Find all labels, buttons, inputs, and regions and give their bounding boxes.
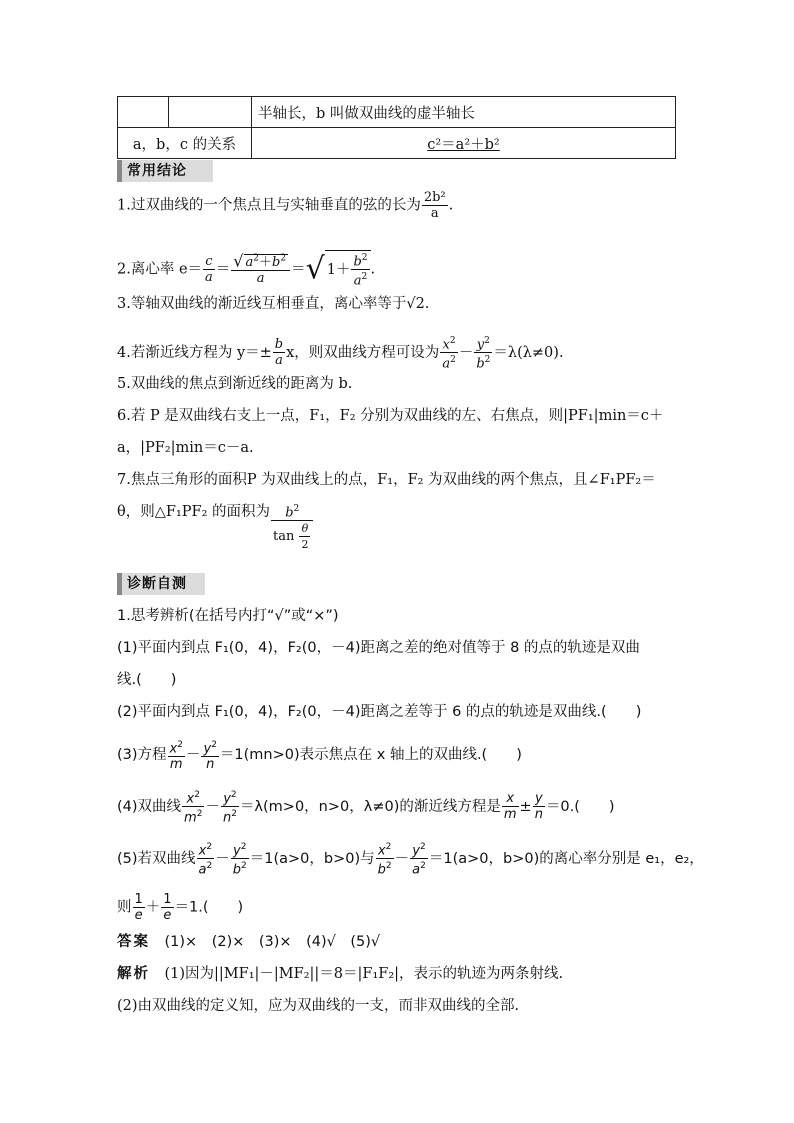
- table-row: [118, 128, 676, 159]
- conclusion-2-text: 2.离心率 e＝: [117, 261, 203, 278]
- analysis-text-1: (1)因为||MF₁|－|MF₂||＝8＝|F₁F₂|，表示的轨迹为两条射线.: [164, 966, 564, 982]
- analysis-line-2: (2)由双曲线的定义知，应为双曲线的一支，而非双曲线的全部.: [117, 998, 520, 1014]
- question-1-line-2: 线.( ): [117, 672, 177, 688]
- question-5-line2-pre: 则: [117, 899, 132, 916]
- question-5-line2-post: ＝1.( ): [174, 899, 244, 916]
- table-cell-relation-value: c²＝a²＋b²: [252, 128, 676, 159]
- analysis-label: 解析: [117, 966, 150, 982]
- table-row: [118, 97, 676, 128]
- analysis-line-1: [117, 964, 563, 984]
- fraction: $\frac{√ a^2+b^2}{a}$: [231, 252, 290, 286]
- question-2: (2)平面内到点 F₁(0，4)，F₂(0，－4)距离之差等于 6 的点的轨迹是双曲线.( ): [117, 704, 642, 720]
- question-4-pre: (4)双曲线: [117, 798, 182, 815]
- table-cell-relation-label: a，b，c 的关系: [118, 128, 252, 159]
- conclusion-2: 2.离心率 e＝ $\frac{c}{a}$ ＝ $\frac{√ a^2+b^2}{a}$ ＝√ 1＋ $\frac{b^2}{a^2}$ .: [117, 251, 376, 289]
- fraction-numerator: 2b²: [423, 190, 446, 205]
- question-5-mid1: ＝1(a>0，b>0)与: [249, 850, 375, 867]
- table-cell-empty: [169, 97, 252, 128]
- conclusion-4-end: ＝λ(λ≠0).: [493, 344, 564, 361]
- conclusion-6-line-1: 6.若 P 是双曲线右支上一点，F₁，F₂ 分别为双曲线的左、右焦点，则|PF₁|min＝c＋: [117, 408, 664, 424]
- question-5-line-1: (5)若双曲线 $\frac{x^2}{a^2}$ － $\frac{y^2}{b^2}$ ＝1(a>0，b>0)与 $\frac{x^2}{b^2}$ － $\frac{y^2}{a^2}$ ＝1(a>0，b>0)的离心率分别是 e₁，e₂，: [117, 842, 704, 878]
- conclusion-4-text: 4.若渐近线方程为 y＝±: [117, 344, 272, 361]
- conclusion-4-mid: x，则双曲线方程可设为: [286, 344, 440, 361]
- question-1-line-1: (1)平面内到点 F₁(0，4)，F₂(0，－4)距离之差的绝对值等于 8 的点的轨迹是双曲: [117, 640, 640, 656]
- conclusion-1-text: 1.过双曲线的一个焦点且与实轴垂直的弦的长为: [117, 197, 421, 214]
- conclusion-5: 5.双曲线的焦点到渐近线的距离为 b.: [117, 376, 353, 392]
- table-cell-semi-axis: 半轴长，b 叫做双曲线的虚半轴长: [252, 97, 676, 128]
- section-header-diagnosis: 诊断自测: [117, 573, 205, 595]
- question-3-post: ＝1(mn>0)表示焦点在 x 轴上的双曲线.( ): [219, 747, 522, 764]
- table-cell-empty: [118, 97, 169, 128]
- answer-values: (1)× (2)× (3)× (4)√ (5)√: [164, 934, 381, 950]
- question-3: (3)方程 $\frac{x^2}{m}$ － $\frac{y^2}{n}$ ＝1(mn>0)表示焦点在 x 轴上的双曲线.( ): [117, 740, 522, 773]
- conclusion-6-line-2: a，|PF₂|min＝c－a.: [117, 440, 254, 456]
- fraction-denominator: a: [430, 206, 439, 221]
- fraction: $b^2$ tan $\frac{\theta}{2}$: [271, 502, 313, 552]
- question-4-post: ＝0.( ): [545, 798, 615, 815]
- question-5-mid2: ＝1(a>0，b>0)的离心率分别是 e₁，e₂，: [428, 850, 704, 867]
- conclusion-7-line-2: [117, 502, 314, 552]
- answer-label: 答案: [117, 934, 150, 950]
- conclusion-1: 1.过双曲线的一个焦点且与实轴垂直的弦的长为 $\frac{\text{2b²}}{a}$ .: [117, 190, 454, 221]
- answer-line: [117, 932, 380, 952]
- fraction: [422, 190, 448, 221]
- conclusion-7-text: θ，则△F₁PF₂ 的面积为: [117, 504, 270, 520]
- conclusion-7-line-1: 7.焦点三角形的面积P 为双曲线上的点，F₁，F₂ 为双曲线的两个焦点，且∠F₁PF₂＝: [117, 472, 656, 488]
- fraction: $\frac{c}{a}$: [205, 253, 213, 285]
- question-5-line-2: 则 $\frac{1}{e}$ ＋ $\frac{1}{e}$ ＝1.( ): [117, 892, 244, 923]
- question-5-pre: (5)若双曲线: [117, 850, 196, 867]
- question-3-pre: (3)方程: [117, 747, 167, 764]
- section-header-conclusions: 常用结论: [117, 160, 213, 182]
- question-4-mid: ＝λ(m>0，n>0，λ≠0)的渐近线方程是: [239, 798, 501, 815]
- sqrt-expression: √ 1＋ $\frac{b^2}{a^2}$: [306, 250, 371, 289]
- property-table: [117, 96, 676, 159]
- conclusion-4: 4.若渐近线方程为 y＝± $\frac{b}{a}$ x，则双曲线方程可设为 $\frac{x^2}{a^2}$ － $\frac{y^2}{b^2}$ ＝λ(λ≠0).: [117, 336, 564, 372]
- conclusion-3: 3.等轴双曲线的渐近线互相垂直，离心率等于√2.: [117, 296, 430, 312]
- question-intro: 1.思考辨析(在括号内打“√”或“×”): [117, 608, 339, 624]
- question-4: (4)双曲线 $\frac{x^2}{m^2}$ － $\frac{y^2}{n^2}$ ＝λ(m>0，n>0，λ≠0)的渐近线方程是 $\frac{x}{m}$ ± $\frac{y}{n}$ ＝0.( ): [117, 790, 615, 826]
